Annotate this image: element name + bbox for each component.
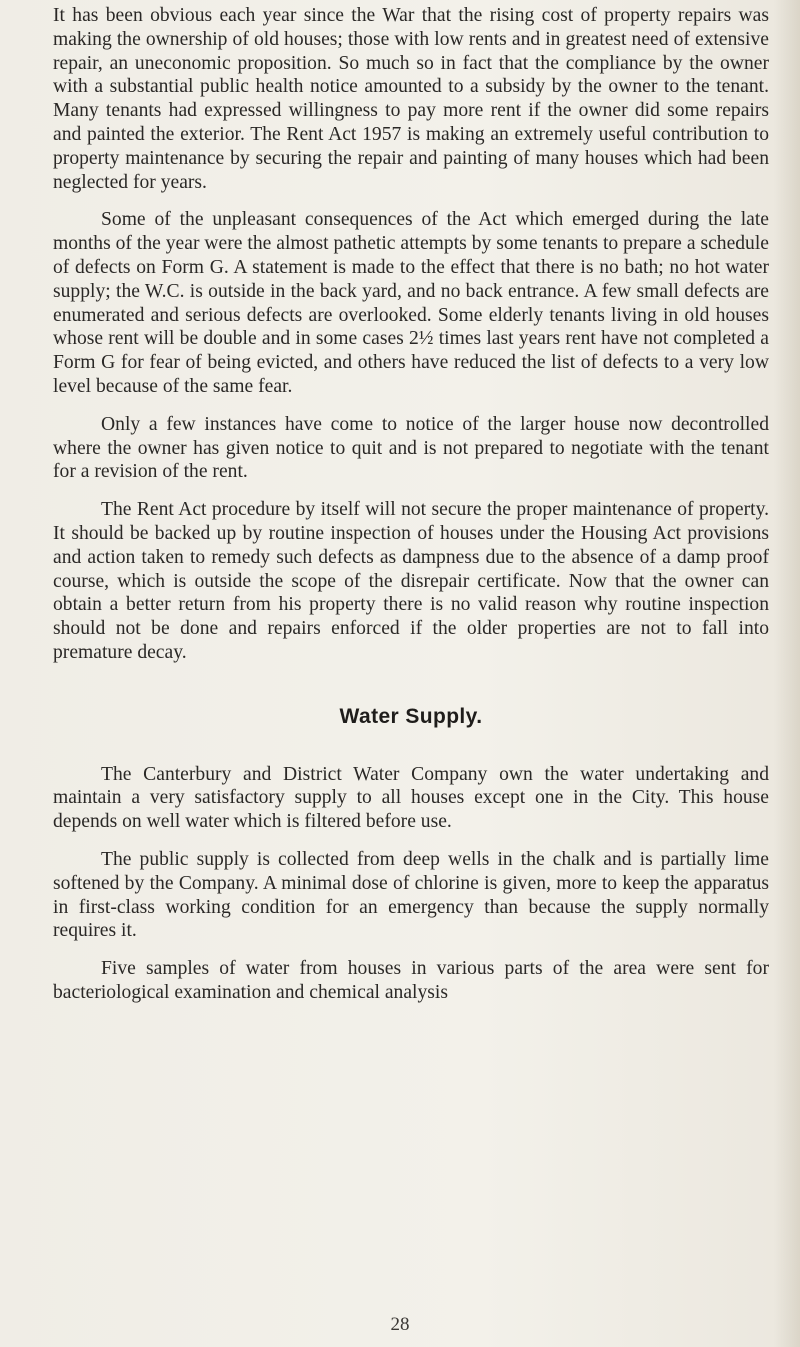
paragraph-water-samples: Five samples of water from houses in various parts of the area were sent for bacteriological examination and chemical analysis — [53, 958, 769, 1003]
paragraph-public-supply: The public supply is collected from deep wells in the chalk and is partially lime softened by the Company. A minimal dose of chlorine is given, more to keep the apparatus in first-class working condition for an emergency than because the supply normally requires it. — [53, 848, 769, 942]
paragraph-water-company: The Canterbury and District Water Company own the water undertaking and maintain a very satisfactory supply to all houses except one in the City. This house depends on well water which is filtered before use. — [53, 763, 769, 833]
body-text — [53, 4, 769, 1005]
paragraph-rising-repair-costs: It has been obvious each year since the War that the rising cost of property repairs was making the ownership of old houses; those with low rents and in greatest need of extensive repair, an uneconomic proposition. So much so in fact that the compliance by the owner with a substantial public health notice amounted to a subsidy by the owner to the tenant. Many tenants had expressed willingness to pay more rent if the owner did some repairs and painted the exterior. The Rent Act 1957 is making an extremely useful contribution to property maintenance by securing the repair and painting of many houses which had been neglected for years. — [53, 5, 769, 193]
page-number: 28 — [390, 1314, 410, 1335]
paragraph-decontrolled-houses: Only a few instances have come to notice of the larger house now decontrolled where the owner has given notice to quit and is not prepared to negotiate with the tenant for a revision of the rent. — [53, 413, 769, 483]
paragraph-rent-act-procedure: The Rent Act procedure by itself will not secure the proper maintenance of property. It should be backed up by routine inspection of houses under the Housing Act provisions and action taken to remedy such defects as dampness due to the absence of a damp proof course, which is outside the scope of the disrepair certificate. Now that the owner can obtain a better return from his property there is no valid reason why routine inspection should not be done and repairs enforced if the older properties are not to fall into premature decay. — [53, 499, 769, 663]
paragraph-unpleasant-consequences: Some of the unpleasant consequences of the Act which emerged during the late months of the year were the almost pathetic attempts by some tenants to prepare a schedule of defects on Form G. A statement is made to the effect that there is no bath; no hot water supply; the W.C. is outside in the back yard, and no back entrance. A few small defects are enumerated and serious defects are overlooked. Some elderly tenants living in old houses whose rent will be double and in some cases 2½ times last years rent have not completed a Form G for fear of being evicted, and others have reduced the list of defects to a very low level because of the same fear. — [53, 209, 769, 397]
section-heading-water-supply: Water Supply. — [339, 704, 483, 728]
